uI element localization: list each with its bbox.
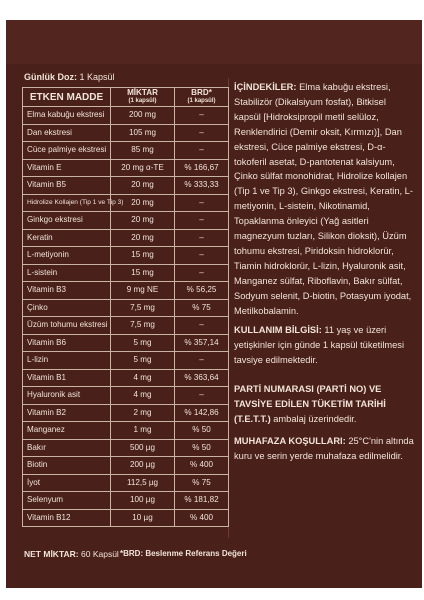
ingredient-cell: Elma kabuğu ekstresi xyxy=(23,107,111,125)
rda-cell: – xyxy=(175,229,229,247)
rda-cell: % 181,82 xyxy=(175,492,229,510)
amount-cell: 20 mg xyxy=(111,177,175,195)
table-body xyxy=(23,107,229,527)
rda-cell: % 166,67 xyxy=(175,159,229,177)
table-row xyxy=(23,439,229,457)
usage-text: 11 yaş ve üzeri yetişkinler için günde 1 kapsül tüketilmesi tavsiye edilmektedir. xyxy=(234,325,405,365)
amount-cell: 7,5 mg xyxy=(111,299,175,317)
table-row xyxy=(23,492,229,510)
amount-cell: 20 mg α-TE xyxy=(111,159,175,177)
rda-cell: – xyxy=(175,194,229,212)
net-quantity-label: NET MİKTAR: xyxy=(24,549,79,559)
header-amount xyxy=(111,88,175,107)
table-row xyxy=(23,299,229,317)
ingredient-cell: Cüce palmiye ekstresi xyxy=(23,142,111,160)
table-row xyxy=(23,159,229,177)
table-header-row xyxy=(23,88,229,107)
table-row xyxy=(23,317,229,335)
amount-cell: 2 mg xyxy=(111,404,175,422)
ingredient-cell: Vitamin B6 xyxy=(23,334,111,352)
rda-cell: % 75 xyxy=(175,299,229,317)
table-row xyxy=(23,142,229,160)
header-rda-sub: (1 kapsül) xyxy=(187,98,216,104)
amount-cell: 4 mg xyxy=(111,387,175,405)
table-row xyxy=(23,404,229,422)
ingredient-cell: L-sistein xyxy=(23,264,111,282)
ingredient-cell: Manganez xyxy=(23,422,111,440)
ingredient-cell: Keratin xyxy=(23,229,111,247)
rda-cell: % 357,14 xyxy=(175,334,229,352)
net-quantity xyxy=(24,549,119,559)
rda-cell: – xyxy=(175,352,229,370)
amount-cell: 9 mg NE xyxy=(111,282,175,300)
table-row xyxy=(23,229,229,247)
rda-cell: % 363,64 xyxy=(175,369,229,387)
rda-cell: – xyxy=(175,107,229,125)
amount-cell: 105 mg xyxy=(111,124,175,142)
rda-cell: – xyxy=(175,124,229,142)
ingredient-cell: L-lizin xyxy=(23,352,111,370)
header-rda xyxy=(175,88,229,107)
amount-cell: 7,5 mg xyxy=(111,317,175,335)
amount-cell: 100 µg xyxy=(111,492,175,510)
rda-cell: % 75 xyxy=(175,474,229,492)
storage-label: MUHAFAZA KOŞULLARI: xyxy=(234,436,346,446)
usage-section xyxy=(234,323,414,368)
table-row xyxy=(23,124,229,142)
table-row xyxy=(23,194,229,212)
rda-cell: – xyxy=(175,387,229,405)
batch-section xyxy=(234,382,414,427)
table-row xyxy=(23,212,229,230)
table-row xyxy=(23,107,229,125)
ingredient-cell: Vitamin B5 xyxy=(23,177,111,195)
ingredient-cell: İyot xyxy=(23,474,111,492)
amount-cell: 200 mg xyxy=(111,107,175,125)
rda-cell: % 50 xyxy=(175,422,229,440)
table-row xyxy=(23,282,229,300)
ingredient-cell: Vitamin E xyxy=(23,159,111,177)
amount-cell: 15 mg xyxy=(111,264,175,282)
ingredient-cell: L-metiyonin xyxy=(23,247,111,265)
header-amount-label: MİKTAR xyxy=(127,88,158,97)
ingredient-cell: Dan ekstresi xyxy=(23,124,111,142)
storage-section xyxy=(234,434,414,464)
header-amount-sub: (1 kapsül) xyxy=(128,98,157,104)
table-row xyxy=(23,457,229,475)
ingredient-cell: Vitamin B12 xyxy=(23,509,111,527)
amount-cell: 20 mg xyxy=(111,229,175,247)
table-row xyxy=(23,264,229,282)
rda-cell: % 56,25 xyxy=(175,282,229,300)
rda-cell: % 400 xyxy=(175,509,229,527)
batch-label: PARTİ NUMARASI (PARTİ NO) VE TAVSİYE EDİLEN TÜKETİM TARİHİ (T.E.T.T.) xyxy=(234,384,386,424)
ingredient-cell: Selenyum xyxy=(23,492,111,510)
amount-cell: 5 mg xyxy=(111,352,175,370)
box-top-flap xyxy=(6,20,422,64)
amount-cell: 15 mg xyxy=(111,247,175,265)
batch-text: ambalaj üzerindedir. xyxy=(270,413,357,424)
ingredient-cell: Bakır xyxy=(23,439,111,457)
amount-cell: 20 mg xyxy=(111,212,175,230)
header-rda-label: BRD* xyxy=(191,88,212,97)
ingredient-cell: Vitamin B2 xyxy=(23,404,111,422)
ingredient-cell: Biotin xyxy=(23,457,111,475)
contents-text: Elma kabuğu ekstresi, Stabilizör (Dikalsiyum fosfat), Bitkisel kapsül [Hidroksipropil metil selüloz, Renklendirici (Demir oksit, Kırmızı)], Dan ekstresi, Cüce palmiye ekstresi, D-α-tokoferil asetat, D-pantotenat kalsiyum, Çinko sülfat monohidrat, Hidrolize kollajen (Tip 1 ve Tip 3), Ginkgo ekstresi, Keratin, L-metiyonin, L-sistein, Nikotinamid, Topaklanma önleyici (Yağ asitleri magnezyum tuzları, Silikon dioksit), Üzüm tohumu ekstresi, Piridoksin hidroklorür, Tiamin hidroklorür, L-lizin, Hyaluronik asit, Manganez sülfat, Riboflavin, Bakır sülfat, Sodyum selenit, D-biotin, Potasyum iyodat, Metilkobalamin. xyxy=(234,82,413,316)
rda-cell: % 142,86 xyxy=(175,404,229,422)
amount-cell: 112,5 µg xyxy=(111,474,175,492)
daily-dose xyxy=(24,72,115,82)
amount-cell: 85 mg xyxy=(111,142,175,160)
table-row xyxy=(23,474,229,492)
ingredient-cell: Vitamin B3 xyxy=(23,282,111,300)
amount-cell: 1 mg xyxy=(111,422,175,440)
header-ingredient-label: ETKEN MADDE xyxy=(29,91,104,103)
table-row xyxy=(23,509,229,527)
amount-cell: 10 µg xyxy=(111,509,175,527)
ingredient-cell: Vitamin B1 xyxy=(23,369,111,387)
contents-label: İÇİNDEKİLER: xyxy=(234,82,297,92)
amount-cell: 200 µg xyxy=(111,457,175,475)
usage-label: KULLANIM BİLGİSİ: xyxy=(234,325,322,335)
rda-cell: – xyxy=(175,142,229,160)
net-quantity-value: 60 Kapsül xyxy=(81,549,119,559)
contents-section xyxy=(234,80,414,319)
table-row xyxy=(23,177,229,195)
table-row xyxy=(23,247,229,265)
amount-cell: 5 mg xyxy=(111,334,175,352)
rda-cell: – xyxy=(175,264,229,282)
table-row xyxy=(23,387,229,405)
ingredient-cell: Hidrolize Kollajen (Tip 1 ve Tip 3) xyxy=(23,194,111,212)
ingredient-cell: Çinko xyxy=(23,299,111,317)
rda-cell: % 400 xyxy=(175,457,229,475)
amount-cell: 4 mg xyxy=(111,369,175,387)
rda-footnote: *BRD: Beslenme Referans Değeri xyxy=(120,549,247,558)
header-ingredient xyxy=(23,88,111,107)
ingredient-cell: Hyaluronik asit xyxy=(23,387,111,405)
rda-cell: – xyxy=(175,247,229,265)
ingredient-cell: Üzüm tohumu ekstresi xyxy=(23,317,111,335)
table-row xyxy=(23,352,229,370)
daily-dose-label: Günlük Doz: xyxy=(24,72,77,82)
nutrition-table xyxy=(22,87,229,527)
rda-cell: % 50 xyxy=(175,439,229,457)
table-row xyxy=(23,369,229,387)
amount-cell: 20 mg xyxy=(111,194,175,212)
storage-text: 25°C'nin altında kuru ve serin yerde muhafaza edilmelidir. xyxy=(234,436,414,461)
amount-cell: 500 µg xyxy=(111,439,175,457)
rda-cell: – xyxy=(175,212,229,230)
daily-dose-value: 1 Kapsül xyxy=(79,72,115,82)
rda-cell: % 333,33 xyxy=(175,177,229,195)
rda-cell: – xyxy=(175,317,229,335)
ingredient-cell: Ginkgo ekstresi xyxy=(23,212,111,230)
table-row xyxy=(23,334,229,352)
table-row xyxy=(23,422,229,440)
